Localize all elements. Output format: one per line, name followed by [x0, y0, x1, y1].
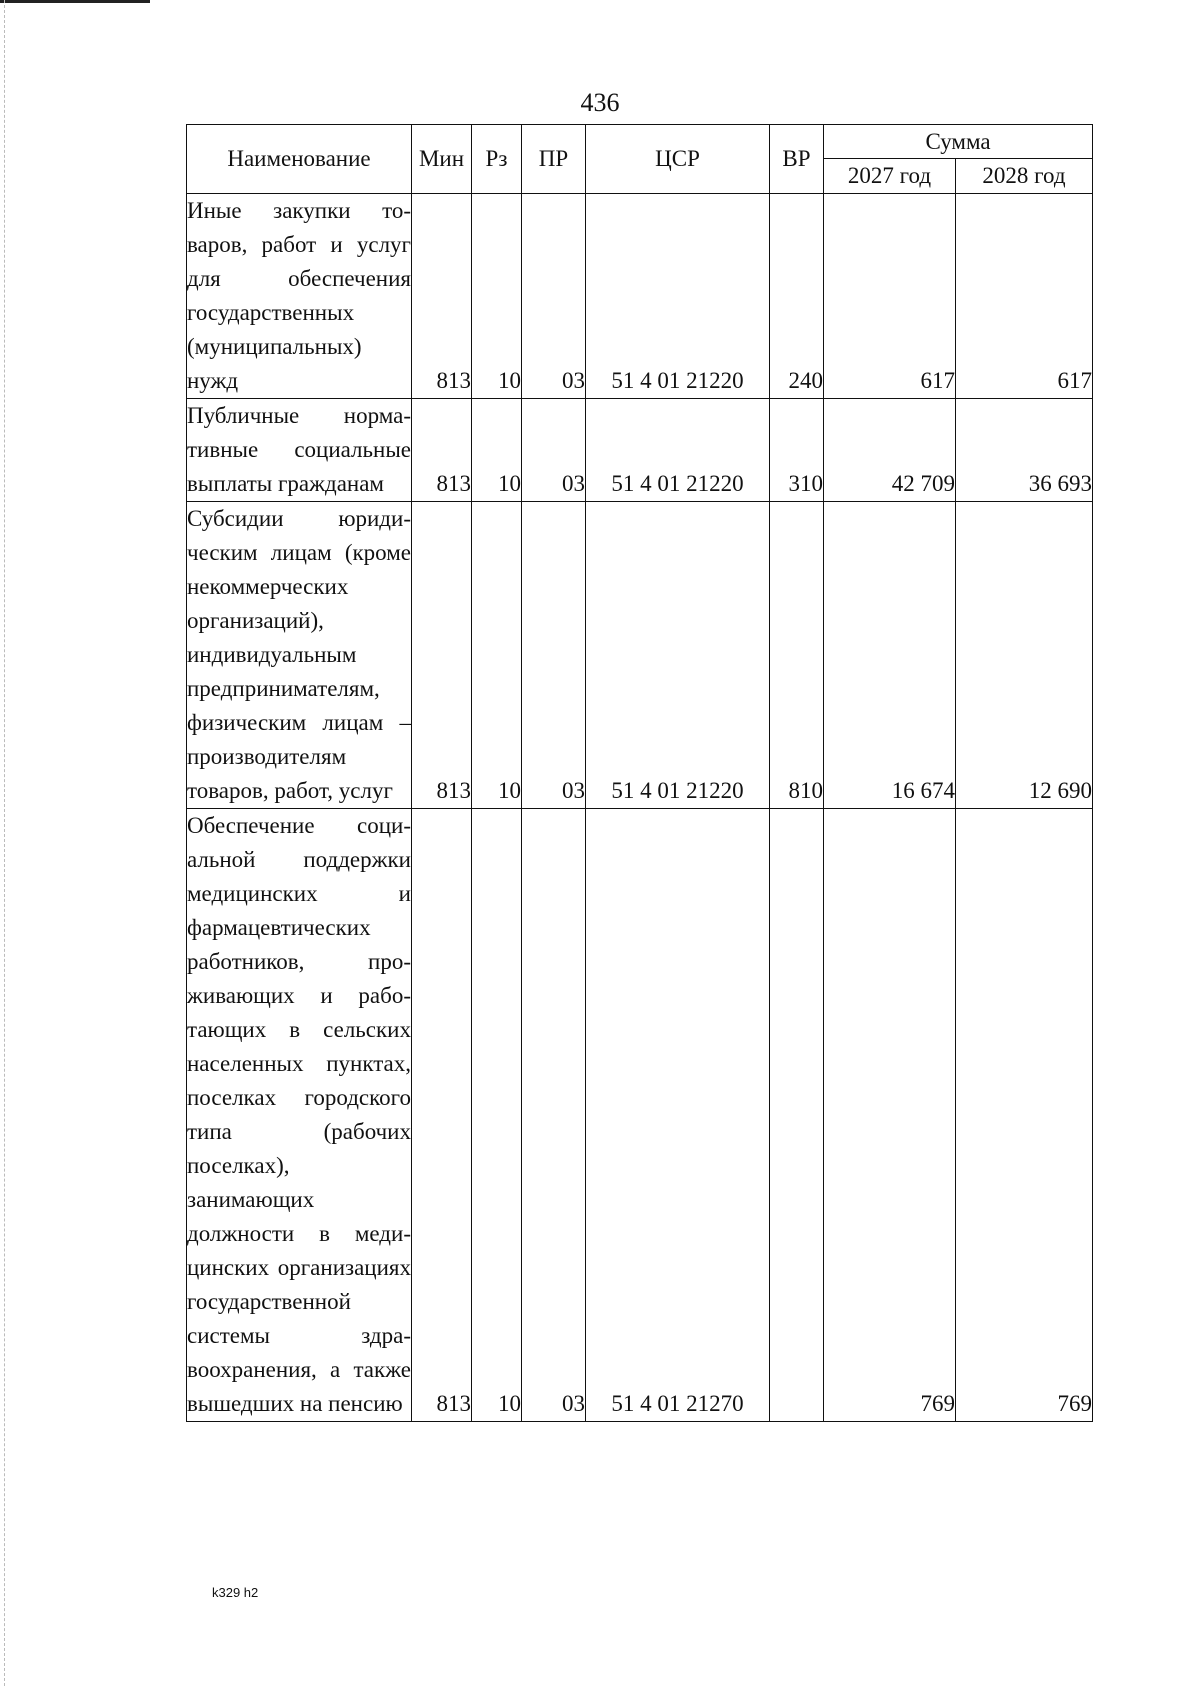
row-csr: 51 4 01 21220 — [586, 194, 770, 399]
row-min: 813 — [412, 399, 472, 502]
row-sum-2028: 12 690 — [956, 502, 1093, 809]
row-rz: 10 — [472, 194, 522, 399]
row-csr: 51 4 01 21270 — [586, 809, 770, 1422]
table-row — [187, 399, 1093, 502]
row-pr: 03 — [522, 399, 586, 502]
scan-border-mark — [0, 0, 150, 3]
row-name: Обеспечение социальной поддержки медицинских и фармацевтических работников, проживающих и работающих в сельских населенных пунктах, поселках городского типа (рабочих поселках), занимающих должности в медицинских организациях государственной системы здравоохранения, а также вышедших на пенсию — [187, 809, 412, 1422]
header-name: Наименование — [187, 125, 412, 194]
row-sum-2028: 769 — [956, 809, 1093, 1422]
header-min: Мин — [412, 125, 472, 194]
row-name: Публичные нормативные социальные выплаты гражданам — [187, 399, 412, 502]
header-sum: Сумма — [824, 125, 1093, 159]
row-pr: 03 — [522, 502, 586, 809]
row-csr: 51 4 01 21220 — [586, 502, 770, 809]
budget-table — [186, 124, 1093, 1422]
row-sum-2027: 617 — [824, 194, 956, 399]
row-min: 813 — [412, 502, 472, 809]
header-vr: ВР — [770, 125, 824, 194]
header-pr: ПР — [522, 125, 586, 194]
row-vr: 310 — [770, 399, 824, 502]
row-rz: 10 — [472, 399, 522, 502]
row-min: 813 — [412, 194, 472, 399]
header-csr: ЦСР — [586, 125, 770, 194]
table-row — [187, 809, 1093, 1422]
row-vr: 240 — [770, 194, 824, 399]
row-sum-2028: 36 693 — [956, 399, 1093, 502]
footer-code: k329 h2 — [212, 1585, 259, 1600]
row-rz: 10 — [472, 809, 522, 1422]
row-pr: 03 — [522, 194, 586, 399]
row-name: Иные закупки товаров, работ и услуг для обеспечения государственных (муниципальных) нужд — [187, 194, 412, 399]
table-row — [187, 502, 1093, 809]
row-vr: 810 — [770, 502, 824, 809]
row-sum-2027: 16 674 — [824, 502, 956, 809]
row-rz: 10 — [472, 502, 522, 809]
header-year-2027: 2027 год — [824, 159, 956, 194]
row-min: 813 — [412, 809, 472, 1422]
row-sum-2027: 42 709 — [824, 399, 956, 502]
header-year-2028: 2028 год — [956, 159, 1093, 194]
table-row — [187, 194, 1093, 399]
row-csr: 51 4 01 21220 — [586, 399, 770, 502]
page-number: 436 — [580, 88, 620, 117]
row-name: Субсидии юридическим лицам (кроме некоммерческих организаций), индивидуальным предпринимателям, физическим лицам – производителям товаров, работ, услуг — [187, 502, 412, 809]
scan-edge — [4, 0, 6, 1686]
row-vr — [770, 809, 824, 1422]
row-sum-2028: 617 — [956, 194, 1093, 399]
row-sum-2027: 769 — [824, 809, 956, 1422]
row-pr: 03 — [522, 809, 586, 1422]
header-rz: Рз — [472, 125, 522, 194]
